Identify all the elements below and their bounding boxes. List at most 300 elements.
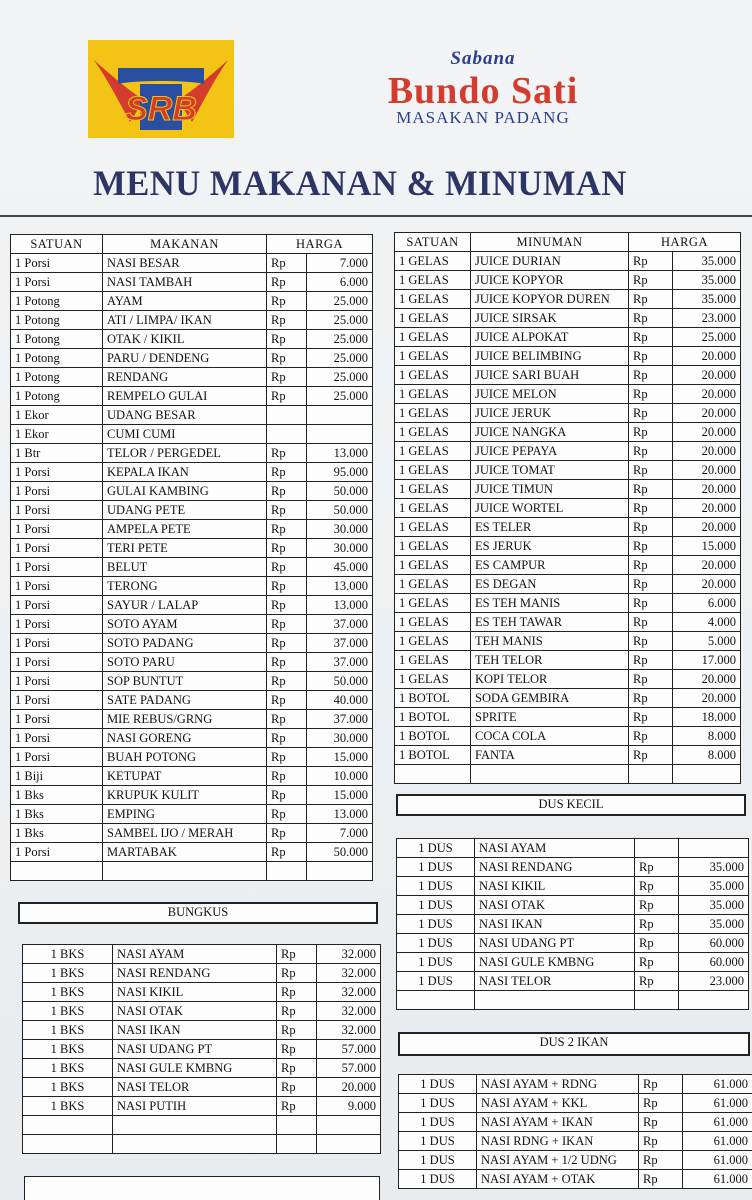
table-row bbox=[11, 330, 373, 349]
cell-price: 20.000 bbox=[673, 461, 741, 480]
cell-price: 20.000 bbox=[673, 670, 741, 689]
cell-price bbox=[307, 425, 373, 444]
table-row bbox=[397, 915, 749, 934]
cell-currency: Rp bbox=[267, 558, 307, 577]
cell-price: 4.000 bbox=[673, 613, 741, 632]
cell-price: 13.000 bbox=[307, 805, 373, 824]
cell-unit: 1 GELAS bbox=[395, 404, 471, 423]
cell-item: UDANG PETE bbox=[103, 501, 267, 520]
cell-unit: 1 GELAS bbox=[395, 366, 471, 385]
cell-item: NASI AYAM bbox=[475, 839, 635, 858]
table-header-row bbox=[395, 233, 741, 252]
table-row bbox=[395, 423, 741, 442]
cell-price: 5.000 bbox=[673, 632, 741, 651]
cell-unit: 1 Porsi bbox=[11, 729, 103, 748]
bottom-empty-box bbox=[24, 1176, 380, 1200]
cell-unit bbox=[23, 1116, 113, 1135]
cell-price: 60.000 bbox=[679, 934, 749, 953]
cell-currency: Rp bbox=[635, 915, 679, 934]
cell-currency: Rp bbox=[629, 499, 673, 518]
cell-item: JUICE PEPAYA bbox=[471, 442, 629, 461]
header-harga: HARGA bbox=[629, 233, 741, 252]
cell-item: ES JERUK bbox=[471, 537, 629, 556]
cell-currency: Rp bbox=[277, 945, 317, 964]
cell-unit: 1 BKS bbox=[23, 1040, 113, 1059]
cell-unit: 1 Porsi bbox=[11, 501, 103, 520]
table-row bbox=[395, 727, 741, 746]
table-row bbox=[399, 1113, 752, 1132]
cell-price: 20.000 bbox=[673, 347, 741, 366]
cell-unit: 1 GELAS bbox=[395, 632, 471, 651]
cell-price: 20.000 bbox=[673, 556, 741, 575]
cell-currency: Rp bbox=[267, 596, 307, 615]
brand-tagline: MASAKAN PADANG bbox=[396, 108, 570, 127]
cell-unit: 1 BKS bbox=[23, 964, 113, 983]
table-row bbox=[395, 556, 741, 575]
cell-item: AYAM bbox=[103, 292, 267, 311]
table-row bbox=[11, 254, 373, 273]
cell-currency: Rp bbox=[635, 953, 679, 972]
cell-price: 20.000 bbox=[673, 499, 741, 518]
cell-unit: 1 Porsi bbox=[11, 748, 103, 767]
header-makanan: MAKANAN bbox=[103, 235, 267, 254]
bungkus-table bbox=[22, 944, 381, 1154]
table-row bbox=[395, 480, 741, 499]
cell-item: SOTO PADANG bbox=[103, 634, 267, 653]
cell-item: KOPI TELOR bbox=[471, 670, 629, 689]
cell-unit: 1 DUS bbox=[397, 953, 475, 972]
table-row bbox=[395, 442, 741, 461]
cell-item: JUICE BELIMBING bbox=[471, 347, 629, 366]
cell-item: ES DEGAN bbox=[471, 575, 629, 594]
cell-currency: Rp bbox=[629, 632, 673, 651]
table-row bbox=[23, 1002, 381, 1021]
cell-price: 25.000 bbox=[307, 387, 373, 406]
cell-unit: 1 Potong bbox=[11, 349, 103, 368]
cell-unit: 1 DUS bbox=[399, 1075, 477, 1094]
cell-unit bbox=[23, 1135, 113, 1154]
cell-price: 6.000 bbox=[673, 594, 741, 613]
cell-item: NASI AYAM + 1/2 UDNG bbox=[477, 1151, 639, 1170]
cell-price: 7.000 bbox=[307, 824, 373, 843]
cell-unit: 1 Potong bbox=[11, 368, 103, 387]
table-row bbox=[395, 689, 741, 708]
cell-unit: 1 Bks bbox=[11, 805, 103, 824]
cell-currency: Rp bbox=[267, 482, 307, 501]
cell-price: 25.000 bbox=[307, 349, 373, 368]
cell-item: SODA GEMBIRA bbox=[471, 689, 629, 708]
cell-currency: Rp bbox=[267, 349, 307, 368]
table-row bbox=[395, 404, 741, 423]
cell-price: 32.000 bbox=[317, 945, 381, 964]
cell-currency bbox=[635, 839, 679, 858]
header-satuan: SATUAN bbox=[395, 233, 471, 252]
table-row bbox=[395, 290, 741, 309]
cell-price: 25.000 bbox=[673, 328, 741, 347]
cell-unit: 1 GELAS bbox=[395, 290, 471, 309]
cell-item: TEH MANIS bbox=[471, 632, 629, 651]
table-row bbox=[395, 651, 741, 670]
table-row bbox=[397, 877, 749, 896]
table-row bbox=[11, 786, 373, 805]
cell-item: RENDANG bbox=[103, 368, 267, 387]
cell-currency: Rp bbox=[629, 537, 673, 556]
cell-item: SOTO AYAM bbox=[103, 615, 267, 634]
cell-price: 37.000 bbox=[307, 615, 373, 634]
table-row bbox=[11, 729, 373, 748]
cell-currency: Rp bbox=[267, 577, 307, 596]
table-row bbox=[23, 1059, 381, 1078]
cell-currency bbox=[267, 862, 307, 881]
cell-unit: 1 Ekor bbox=[11, 425, 103, 444]
cell-price: 20.000 bbox=[673, 480, 741, 499]
page-title: MENU MAKANAN & MINUMAN bbox=[93, 163, 627, 203]
cell-item: ES TEH TAWAR bbox=[471, 613, 629, 632]
table-row bbox=[395, 252, 741, 271]
table-row bbox=[23, 964, 381, 983]
cell-price: 20.000 bbox=[317, 1078, 381, 1097]
cell-currency: Rp bbox=[629, 651, 673, 670]
cell-item: TELOR / PERGEDEL bbox=[103, 444, 267, 463]
cell-price: 9.000 bbox=[317, 1097, 381, 1116]
cell-price: 37.000 bbox=[307, 710, 373, 729]
cell-price: 35.000 bbox=[679, 915, 749, 934]
dus-kecil-heading-label: DUS KECIL bbox=[538, 797, 604, 811]
table-row bbox=[11, 843, 373, 862]
cell-item: UDANG BESAR bbox=[103, 406, 267, 425]
table-row bbox=[23, 1021, 381, 1040]
dus-2-ikan-heading bbox=[398, 1032, 750, 1056]
cell-currency bbox=[635, 991, 679, 1010]
cell-price: 35.000 bbox=[679, 896, 749, 915]
table-row bbox=[11, 387, 373, 406]
cell-item: NASI AYAM + IKAN bbox=[477, 1113, 639, 1132]
cell-unit: 1 Porsi bbox=[11, 482, 103, 501]
cell-price: 37.000 bbox=[307, 653, 373, 672]
cell-currency: Rp bbox=[267, 254, 307, 273]
cell-unit: 1 DUS bbox=[397, 858, 475, 877]
cell-item: NASI RENDANG bbox=[475, 858, 635, 877]
cell-price: 13.000 bbox=[307, 596, 373, 615]
cell-unit: 1 Porsi bbox=[11, 273, 103, 292]
cell-currency: Rp bbox=[277, 983, 317, 1002]
table-row bbox=[395, 708, 741, 727]
cell-item: AMPELA PETE bbox=[103, 520, 267, 539]
cell-currency: Rp bbox=[639, 1113, 683, 1132]
cell-currency: Rp bbox=[267, 539, 307, 558]
table-row bbox=[395, 461, 741, 480]
cell-currency: Rp bbox=[629, 271, 673, 290]
cell-item: NASI AYAM + RDNG bbox=[477, 1075, 639, 1094]
table-row bbox=[397, 953, 749, 972]
table-row bbox=[11, 805, 373, 824]
cell-currency: Rp bbox=[629, 290, 673, 309]
table-row bbox=[11, 311, 373, 330]
cell-currency: Rp bbox=[267, 292, 307, 311]
cell-price: 25.000 bbox=[307, 368, 373, 387]
cell-currency: Rp bbox=[267, 729, 307, 748]
cell-currency: Rp bbox=[267, 843, 307, 862]
cell-currency: Rp bbox=[629, 252, 673, 271]
cell-currency: Rp bbox=[629, 328, 673, 347]
bungkus-heading-label: BUNGKUS bbox=[167, 905, 229, 919]
cell-currency: Rp bbox=[277, 1097, 317, 1116]
cell-price: 60.000 bbox=[679, 953, 749, 972]
header-minuman: MINUMAN bbox=[471, 233, 629, 252]
cell-currency: Rp bbox=[629, 518, 673, 537]
cell-currency bbox=[629, 765, 673, 784]
cell-unit: 1 GELAS bbox=[395, 461, 471, 480]
cell-currency: Rp bbox=[267, 330, 307, 349]
cell-unit: 1 DUS bbox=[399, 1113, 477, 1132]
cell-item: KEPALA IKAN bbox=[103, 463, 267, 482]
cell-currency: Rp bbox=[277, 1021, 317, 1040]
cell-price: 40.000 bbox=[307, 691, 373, 710]
cell-item: NASI AYAM + OTAK bbox=[477, 1170, 639, 1189]
table-row bbox=[397, 972, 749, 991]
cell-item: TEH TELOR bbox=[471, 651, 629, 670]
cell-price: 13.000 bbox=[307, 577, 373, 596]
cell-price: 32.000 bbox=[317, 983, 381, 1002]
cell-unit: 1 GELAS bbox=[395, 442, 471, 461]
table-row bbox=[11, 463, 373, 482]
table-row bbox=[395, 518, 741, 537]
cell-unit: 1 Potong bbox=[11, 387, 103, 406]
cell-item: JUICE TOMAT bbox=[471, 461, 629, 480]
cell-currency: Rp bbox=[629, 594, 673, 613]
cell-unit: 1 Ekor bbox=[11, 406, 103, 425]
table-row bbox=[399, 1132, 752, 1151]
table-row bbox=[11, 558, 373, 577]
cell-unit: 1 DUS bbox=[397, 934, 475, 953]
cell-currency: Rp bbox=[629, 575, 673, 594]
cell-unit: 1 GELAS bbox=[395, 347, 471, 366]
cell-item: JUICE WORTEL bbox=[471, 499, 629, 518]
cell-unit: 1 Porsi bbox=[11, 653, 103, 672]
cell-price: 20.000 bbox=[673, 518, 741, 537]
cell-item: SATE PADANG bbox=[103, 691, 267, 710]
cell-price: 15.000 bbox=[307, 748, 373, 767]
cell-unit: 1 Porsi bbox=[11, 254, 103, 273]
cell-currency: Rp bbox=[629, 347, 673, 366]
cell-item: ES TELER bbox=[471, 518, 629, 537]
cell-unit: 1 BKS bbox=[23, 1002, 113, 1021]
table-row bbox=[11, 406, 373, 425]
cell-item: NASI AYAM + KKL bbox=[477, 1094, 639, 1113]
cell-currency: Rp bbox=[267, 672, 307, 691]
cell-item: NASI AYAM bbox=[113, 945, 277, 964]
cell-price: 20.000 bbox=[673, 575, 741, 594]
cell-unit: 1 BOTOL bbox=[395, 708, 471, 727]
cell-price: 30.000 bbox=[307, 539, 373, 558]
table-row bbox=[11, 425, 373, 444]
cell-currency: Rp bbox=[629, 366, 673, 385]
table-row bbox=[23, 1040, 381, 1059]
cell-price: 32.000 bbox=[317, 1021, 381, 1040]
cell-price: 10.000 bbox=[307, 767, 373, 786]
cell-currency: Rp bbox=[639, 1075, 683, 1094]
cell-price: 20.000 bbox=[673, 423, 741, 442]
cell-currency: Rp bbox=[267, 634, 307, 653]
cell-price: 25.000 bbox=[307, 311, 373, 330]
cell-item: JUICE ALPOKAT bbox=[471, 328, 629, 347]
cell-currency: Rp bbox=[267, 387, 307, 406]
cell-currency: Rp bbox=[639, 1170, 683, 1189]
cell-item: REMPELO GULAI bbox=[103, 387, 267, 406]
table-row bbox=[397, 934, 749, 953]
cell-currency: Rp bbox=[635, 896, 679, 915]
cell-unit: 1 Porsi bbox=[11, 672, 103, 691]
cell-unit: 1 GELAS bbox=[395, 537, 471, 556]
table-row bbox=[23, 983, 381, 1002]
logo-text: SRB bbox=[125, 90, 197, 128]
table-row bbox=[23, 1116, 381, 1135]
table-row bbox=[11, 672, 373, 691]
table-row bbox=[23, 1135, 381, 1154]
cell-item: TERONG bbox=[103, 577, 267, 596]
cell-unit: 1 Porsi bbox=[11, 558, 103, 577]
cell-item: NASI OTAK bbox=[475, 896, 635, 915]
cell-unit: 1 BOTOL bbox=[395, 689, 471, 708]
cell-item: KRUPUK KULIT bbox=[103, 786, 267, 805]
cell-unit: 1 Porsi bbox=[11, 596, 103, 615]
cell-currency: Rp bbox=[267, 311, 307, 330]
cell-item: NASI RENDANG bbox=[113, 964, 277, 983]
cell-unit: 1 Porsi bbox=[11, 710, 103, 729]
cell-item: NASI TAMBAH bbox=[103, 273, 267, 292]
cell-unit: 1 Potong bbox=[11, 330, 103, 349]
cell-price: 8.000 bbox=[673, 727, 741, 746]
cell-price: 30.000 bbox=[307, 520, 373, 539]
cell-currency: Rp bbox=[629, 708, 673, 727]
cell-currency: Rp bbox=[629, 480, 673, 499]
cell-price: 50.000 bbox=[307, 482, 373, 501]
table-row bbox=[11, 444, 373, 463]
cell-price: 35.000 bbox=[673, 271, 741, 290]
cell-item: NASI BESAR bbox=[103, 254, 267, 273]
cell-item: NASI GULE KMBNG bbox=[475, 953, 635, 972]
table-row bbox=[11, 292, 373, 311]
cell-price: 50.000 bbox=[307, 672, 373, 691]
cell-unit: 1 DUS bbox=[397, 839, 475, 858]
table-row bbox=[395, 271, 741, 290]
cell-currency: Rp bbox=[267, 368, 307, 387]
table-row bbox=[11, 273, 373, 292]
cell-price: 20.000 bbox=[673, 689, 741, 708]
table-row bbox=[397, 839, 749, 858]
cell-item: ES CAMPUR bbox=[471, 556, 629, 575]
cell-currency: Rp bbox=[629, 727, 673, 746]
cell-unit: 1 GELAS bbox=[395, 670, 471, 689]
cell-item: PARU / DENDENG bbox=[103, 349, 267, 368]
cell-currency: Rp bbox=[267, 805, 307, 824]
cell-currency: Rp bbox=[629, 613, 673, 632]
cell-currency: Rp bbox=[267, 710, 307, 729]
cell-unit: 1 Porsi bbox=[11, 463, 103, 482]
cell-item: MARTABAK bbox=[103, 843, 267, 862]
cell-price: 23.000 bbox=[673, 309, 741, 328]
cell-item: SAMBEL IJO / MERAH bbox=[103, 824, 267, 843]
cell-currency: Rp bbox=[277, 1078, 317, 1097]
cell-price: 7.000 bbox=[307, 254, 373, 273]
dus-2-ikan-heading-label: DUS 2 IKAN bbox=[539, 1035, 609, 1049]
cell-unit: 1 BOTOL bbox=[395, 727, 471, 746]
cell-item: NASI IKAN bbox=[113, 1021, 277, 1040]
cell-item bbox=[113, 1135, 277, 1154]
cell-item: JUICE KOPYOR DUREN bbox=[471, 290, 629, 309]
cell-currency: Rp bbox=[635, 858, 679, 877]
table-row bbox=[395, 575, 741, 594]
cell-unit: 1 DUS bbox=[397, 877, 475, 896]
cell-price bbox=[307, 862, 373, 881]
cell-item: BELUT bbox=[103, 558, 267, 577]
table-row bbox=[395, 499, 741, 518]
cell-unit: 1 Porsi bbox=[11, 577, 103, 596]
cell-item: FANTA bbox=[471, 746, 629, 765]
cell-unit: 1 GELAS bbox=[395, 518, 471, 537]
table-row bbox=[11, 748, 373, 767]
table-row bbox=[395, 670, 741, 689]
cell-item: NASI GULE KMBNG bbox=[113, 1059, 277, 1078]
cell-price bbox=[673, 765, 741, 784]
cell-item: OTAK / KIKIL bbox=[103, 330, 267, 349]
cell-currency: Rp bbox=[629, 385, 673, 404]
table-row bbox=[11, 368, 373, 387]
header-harga: HARGA bbox=[267, 235, 373, 254]
table-row bbox=[397, 858, 749, 877]
cell-unit: 1 GELAS bbox=[395, 480, 471, 499]
cell-price: 37.000 bbox=[307, 634, 373, 653]
cell-unit bbox=[395, 765, 471, 784]
table-row bbox=[11, 862, 373, 881]
cell-currency: Rp bbox=[639, 1094, 683, 1113]
table-row bbox=[395, 537, 741, 556]
cell-price bbox=[317, 1135, 381, 1154]
cell-currency: Rp bbox=[635, 972, 679, 991]
cell-price: 20.000 bbox=[673, 366, 741, 385]
cell-unit: 1 GELAS bbox=[395, 309, 471, 328]
cell-currency: Rp bbox=[629, 746, 673, 765]
cell-price: 35.000 bbox=[673, 290, 741, 309]
table-row bbox=[23, 1097, 381, 1116]
cell-currency: Rp bbox=[639, 1151, 683, 1170]
dus-kecil-heading bbox=[396, 794, 746, 816]
cell-item: JUICE NANGKA bbox=[471, 423, 629, 442]
cell-price: 61.000 bbox=[683, 1075, 752, 1094]
cell-item: SPRITE bbox=[471, 708, 629, 727]
cell-price: 61.000 bbox=[683, 1170, 752, 1189]
cell-price: 25.000 bbox=[307, 292, 373, 311]
cell-unit: 1 GELAS bbox=[395, 499, 471, 518]
cell-item: NASI KIKIL bbox=[475, 877, 635, 896]
cell-unit: 1 Potong bbox=[11, 311, 103, 330]
cell-unit: 1 GELAS bbox=[395, 556, 471, 575]
table-row bbox=[23, 945, 381, 964]
cell-price: 95.000 bbox=[307, 463, 373, 482]
table-row bbox=[395, 594, 741, 613]
cell-currency: Rp bbox=[267, 273, 307, 292]
cell-item: ATI / LIMPA/ IKAN bbox=[103, 311, 267, 330]
cell-unit: 1 BKS bbox=[23, 1059, 113, 1078]
cell-price: 25.000 bbox=[307, 330, 373, 349]
cell-unit: 1 GELAS bbox=[395, 271, 471, 290]
cell-item: JUICE DURIAN bbox=[471, 252, 629, 271]
cell-item: NASI PUTIH bbox=[113, 1097, 277, 1116]
cell-item: JUICE JERUK bbox=[471, 404, 629, 423]
cell-currency: Rp bbox=[267, 748, 307, 767]
cell-currency: Rp bbox=[267, 463, 307, 482]
table-row bbox=[11, 615, 373, 634]
